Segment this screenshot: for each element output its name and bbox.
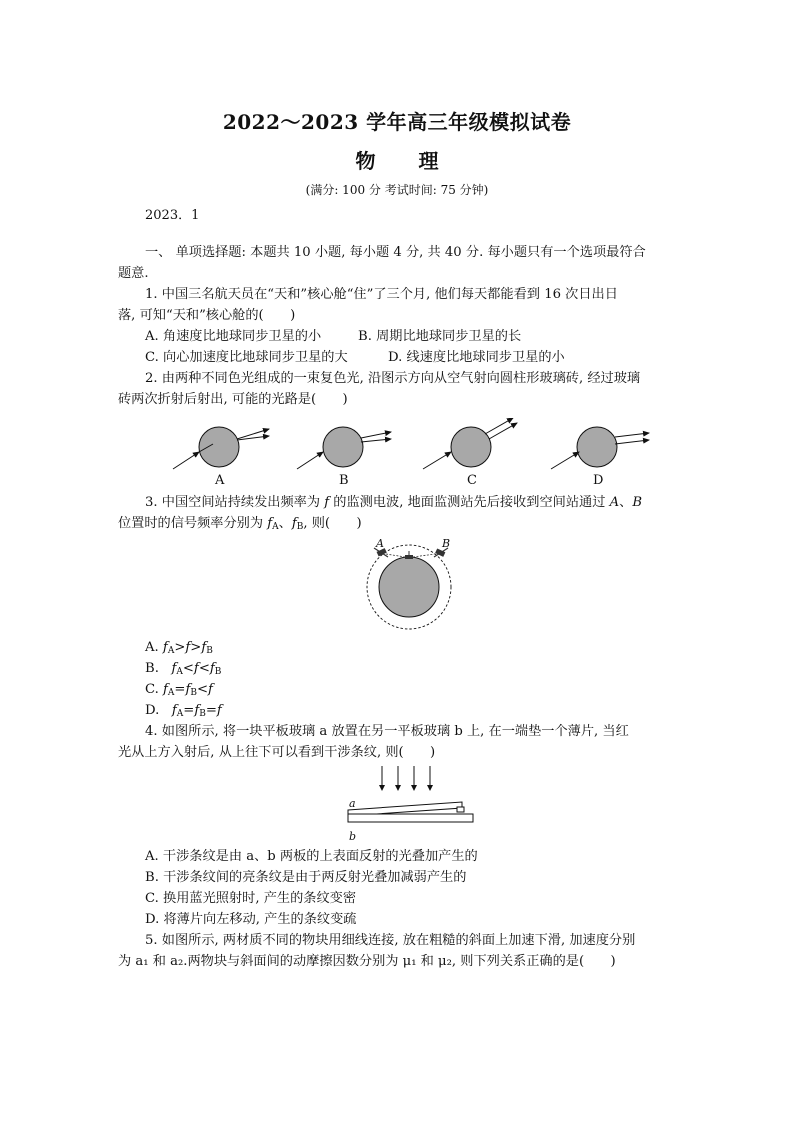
q3-fig-label-b: B [442, 537, 451, 550]
q3-stem-cont: 位置时的信号频率分别为 $f_A$、$f_B$, 则( ) [118, 516, 362, 532]
q2-diagram-a [173, 427, 269, 469]
subject-title: 物 理 [355, 149, 439, 173]
q2-label-d: D [593, 473, 604, 488]
exam-meta: (满分: 100 分 考试时间: 75 分钟) [305, 183, 489, 197]
q2-label-c: C [467, 473, 477, 488]
q2-diagram-d [551, 427, 649, 469]
q2-diagram-b [297, 427, 391, 469]
q1-option-a: A. 角速度比地球同步卫星的小 [145, 329, 322, 344]
q4-option-b: B. 干涉条纹间的亮条纹是由于两反射光叠加减弱产生的 [145, 870, 467, 885]
q4-fig-label-a: a [349, 797, 356, 810]
exam-title: 2022～2023 学年高三年级模拟试卷 [222, 110, 572, 134]
q2-figure [165, 418, 655, 494]
q4-stem-cont: 光从上方入射后, 从上往下可以看到干涉条纹, 则( ) [118, 745, 436, 760]
q1-stem: 1. 中国三名航天员在“天和”核心舱“住”了三个月, 他们每天都能看到 16 次日出日 [145, 287, 618, 302]
q2-stem-cont: 砖两次折射后射出, 可能的光路是( ) [118, 392, 348, 407]
q4-fig-label-b: b [349, 830, 357, 843]
q4-option-a: A. 干涉条纹是由 a、b 两板的上表面反射的光叠加产生的 [145, 849, 478, 864]
q2-label-b: B [339, 473, 349, 488]
q3-option-a: A. $f_A>f>f_B$ [145, 640, 213, 656]
q1-stem-cont: 落, 可知“天和”核心舱的( ) [118, 308, 296, 323]
section-heading-cont: 题意. [118, 266, 149, 281]
section-heading: 一、 单项选择题: 本题共 10 小题, 每小题 4 分, 共 40 分. 每小题只有一个选项最符合 [145, 245, 646, 260]
q1-option-d: D. 线速度比地球同步卫星的小 [388, 350, 565, 365]
q2-label-a: A [215, 473, 225, 488]
q5-stem-cont: 为 a₁ 和 a₂.两物块与斜面间的动摩擦因数分别为 μ₁ 和 μ₂, 则下列关系正确的是( ) [118, 954, 616, 969]
q3-fig-label-a: A [376, 537, 384, 550]
q3-figure [362, 537, 462, 635]
q3-option-c: C. $f_A=f_B<f$ [145, 682, 213, 698]
q2-diagram-c [423, 418, 517, 469]
ground-station-icon [405, 551, 413, 559]
q3-option-b: B. $f_A<f<f_B$ [145, 661, 222, 677]
q4-option-c: C. 换用蓝光照射时, 产生的条纹变密 [145, 891, 357, 906]
exam-date: 2023．1 [145, 208, 200, 223]
q1-option-b: B. 周期比地球同步卫星的长 [358, 329, 522, 344]
q4-figure [345, 764, 480, 834]
q2-stem: 2. 由两种不同色光组成的一束复色光, 沿图示方向从空气射向圆柱形玻璃砖, 经过玻璃 [145, 371, 641, 386]
q3-stem: 3. 中国空间站持续发出频率为 f 的监测电波, 地面监测站先后接收到空间站通过 A、B [145, 495, 643, 510]
q5-stem: 5. 如图所示, 两材质不同的物块用细线连接, 放在粗糙的斜面上加速下滑, 加速度分别 [145, 933, 636, 948]
q4-option-d: D. 将薄片向左移动, 产生的条纹变疏 [145, 912, 357, 927]
q4-stem: 4. 如图所示, 将一块平板玻璃 a 放置在另一平板玻璃 b 上, 在一端垫一个薄片, 当红 [145, 724, 629, 739]
q3-option-d: D. $f_A=f_B=f$ [145, 703, 222, 719]
q1-option-c: C. 向心加速度比地球同步卫星的大 [145, 350, 348, 365]
